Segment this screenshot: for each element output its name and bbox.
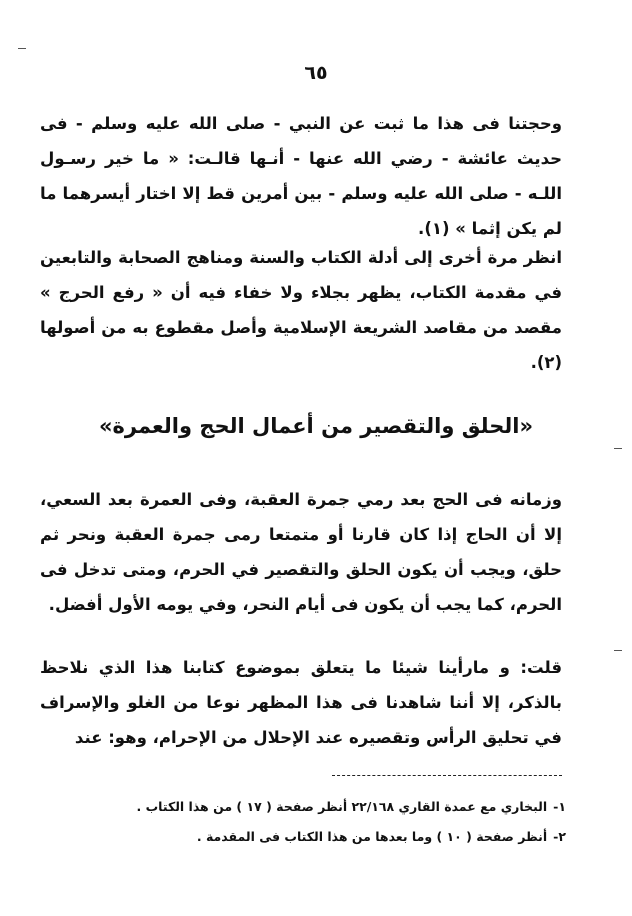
footnote-text: البخاري مع عمدة القاري ٢٢/١٦٨ أنظر صفحة ( ١٧ ) من هذا الكتاب .: [136, 799, 548, 814]
section-paragraph: قلت: و مارأينا شيئا ما يتعلق بموضوع كتابنا هذا الذي نلاحظ بالذكر، إلا أننا شاهدنا فى هذا المظهر نوعا من الغلو والإسراف في تحليق الرأس وتقصيره عند الإحلال من الإحرام، وهو: عند: [40, 658, 562, 747]
section-paragraph: وزمانه فى الحج بعد رمي جمرة العقبة، وفى العمرة بعد السعي، إلا أن الحاج إذا كان قارنا أو متمتعا رمى جمرة العقبة ونحر ثم حلق، ويجب أن يكون الحلق والتقصير في الحرم، ومتى تدخل فى الحرم، كما يجب أن يكون فى أيام النحر، وفي يومه الأول أفضل.: [40, 490, 562, 614]
footnote-number: ٢-: [553, 829, 566, 844]
body-paragraph: وحجتنا فى هذا ما ثبت عن النبي - صلى الله عليه وسلم - فى حديث عائشة - رضي الله عنها - أنـها قالـت: « ما خير رسـول اللـه - صلى الله عليه وسلم - بين أمرين قط إلا اختار أيسرهما ما لم يكن إثما » (١).: [40, 114, 562, 238]
scan-edge-mark: [614, 650, 622, 651]
scan-edge-mark: [18, 48, 26, 49]
footnote-item: [40, 822, 566, 852]
body-paragraph: انظر مرة أخرى إلى أدلة الكتاب والسنة ومناهج الصحابة والتابعين في مقدمة الكتاب، يظهر بجلاء ولا خفاء فيه أن « رفع الحرج » مقصد من مقاصد الشريعة الإسلامية وأصل مقطوع به من أصولها (٢).: [40, 248, 562, 372]
scan-edge-mark: [614, 448, 622, 449]
footnote-separator: [332, 775, 562, 776]
footnote-item: [40, 792, 566, 822]
footnotes-list: [40, 792, 566, 852]
page-number: ٦٥: [304, 62, 328, 84]
section-heading: «الحلق والتقصير من أعمال الحج والعمرة»: [98, 414, 534, 438]
footnote-text: أنظر صفحة ( ١٠ ) وما بعدها من هذا الكتاب فى المقدمة .: [196, 829, 548, 844]
footnote-number: ١-: [553, 799, 566, 814]
